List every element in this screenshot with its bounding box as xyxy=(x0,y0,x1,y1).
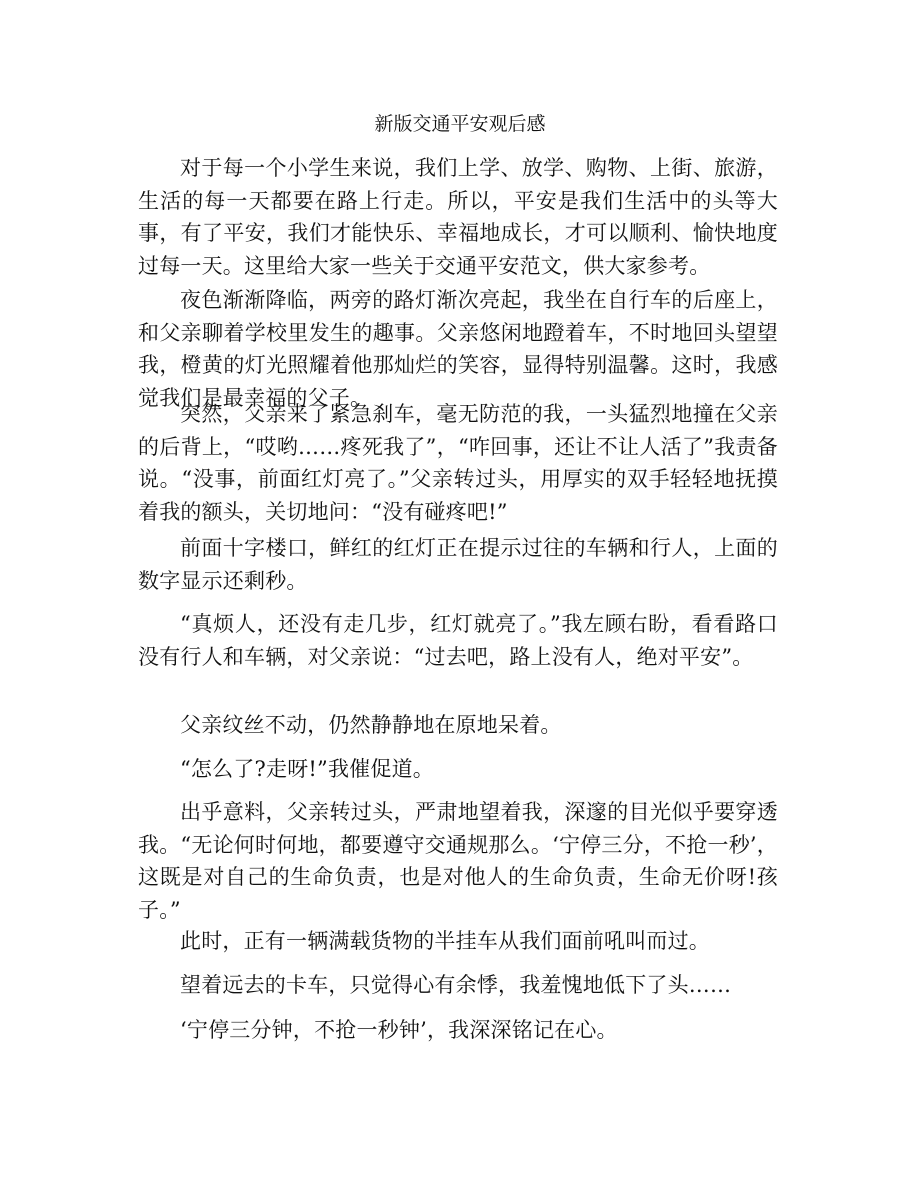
paragraph-ashamed: 望着远去的卡车，只觉得心有余悸，我羞愧地低下了头…… xyxy=(180,973,732,997)
paragraph-red-light: 前面十字楼口，鲜红的红灯正在提示过往的车辆和行人，上面的数字显示还剩秒。 xyxy=(138,536,778,593)
paragraph-sudden-brake: 突然，父亲来了紧急刹车，毫无防范的我，一头猛烈地撞在父亲的后背上，“哎哟……疼死我了”，“咋回事，还让不让人活了”我责备说。“没事，前面红灯亮了。”父亲转过头，用厚实的双手轻轻地抚摸着我的额头，关切地问：“没有碰疼吧!” xyxy=(138,402,778,524)
paragraph-intro: 对于每一个小学生来说，我们上学、放学、购物、上街、旅游，生活的每一天都要在路上行走。所以，平安是我们生活中的头等大事，有了平安，我们才能快乐、幸福地成长，才可以顺利、愉快地度过每一天。这里给大家一些关于交通平安范文，供大家参考。 xyxy=(138,156,778,278)
paragraph-father-lesson: 出乎意料，父亲转过头，严肃地望着我，深邃的目光似乎要穿透我。“无论何时何地，都要遵守交通规那么。‘宁停三分，不抢一秒’，这既是对自己的生命负责，也是对他人的生命负责，生命无价呀!孩子。” xyxy=(138,800,778,922)
paragraph-truck-passes: 此时，正有一辆满载货物的半挂车从我们面前吼叫而过。 xyxy=(180,929,710,953)
paragraph-urging: “怎么了?走呀!”我催促道。 xyxy=(180,757,434,781)
paragraph-father-still: 父亲纹丝不动，仍然静静地在原地呆着。 xyxy=(180,713,562,737)
paragraph-remember: ‘宁停三分钟，不抢一秒钟’，我深深铭记在心。 xyxy=(180,1018,618,1042)
paragraph-evening-ride: 夜色渐渐降临，两旁的路灯渐次亮起，我坐在自行车的后座上，和父亲聊着学校里发生的趣事。父亲悠闲地蹬着车，不时地回头望望我，橙黄的灯光照耀着他那灿烂的笑容，显得特别温馨。这时，我感觉我们是最幸福的父子。 xyxy=(138,288,778,410)
document-title: 新版交通平安观后感 xyxy=(374,113,546,135)
paragraph-impatience: “真烦人，还没有走几步，红灯就亮了。”我左顾右盼，看看路口没有行人和车辆，对父亲说：“过去吧，路上没有人，绝对平安”。 xyxy=(138,612,778,669)
